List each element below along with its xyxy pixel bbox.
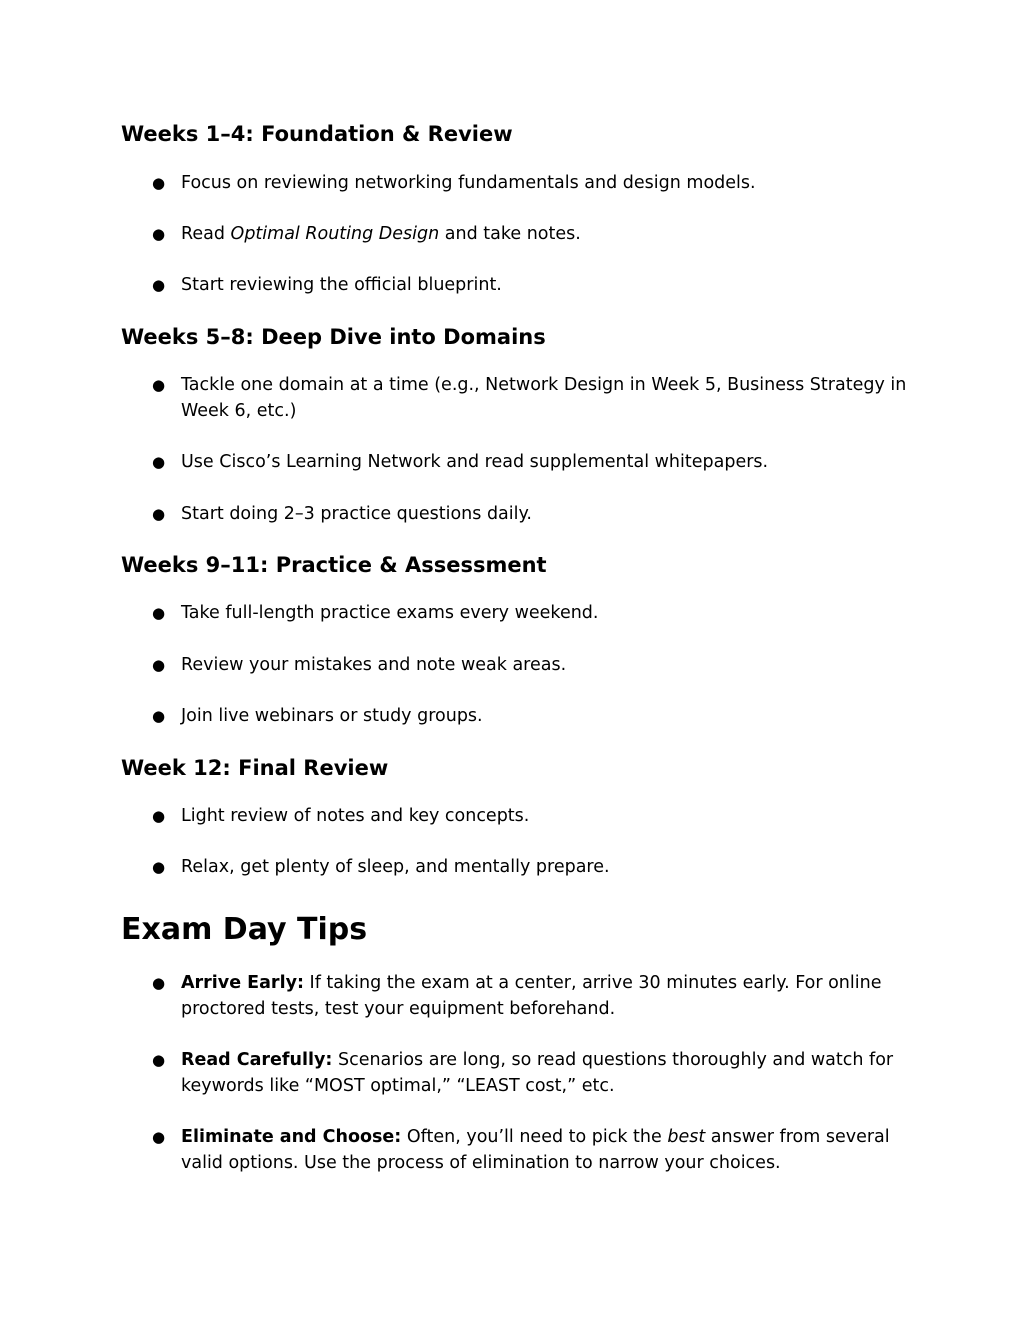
text-plain: Read — [181, 224, 231, 244]
tip-text: If taking the exam at a center, arrive 30 minutes early. For online proctored tests, test your equipment beforehand. — [181, 973, 882, 1019]
list-item-text — [181, 970, 912, 1022]
list-item-text: Tackle one domain at a time (e.g., Network Design in Week 5, Business Strategy in Week 6, etc.) — [181, 375, 907, 421]
list-item — [152, 803, 912, 829]
list-item-text: Focus on reviewing networking fundamentals and design models. — [181, 173, 756, 193]
bullet-icon: ● — [152, 1128, 166, 1146]
list-item — [152, 272, 912, 298]
section-heading: Weeks 1–4: Foundation & Review — [121, 122, 513, 146]
list-item — [152, 854, 912, 880]
list-item — [152, 652, 912, 678]
bullet-icon: ● — [152, 505, 166, 523]
bullet-icon: ● — [152, 656, 166, 674]
bullet-icon: ● — [152, 604, 166, 622]
bullet-icon: ● — [152, 974, 166, 992]
bullet-icon: ● — [152, 376, 166, 394]
list-item-text: Join live webinars or study groups. — [181, 706, 483, 726]
list-item-text: Use Cisco’s Learning Network and read supplemental whitepapers. — [181, 452, 769, 472]
section-heading: Week 12: Final Review — [121, 756, 389, 780]
tip-text: Scenarios are long, so read questions thoroughly and watch for keywords like “MOST optimal,” “LEAST cost,” etc. — [181, 1050, 894, 1096]
tip-label: Arrive Early: — [181, 973, 304, 993]
list-item — [152, 1124, 912, 1176]
list-item — [152, 1047, 912, 1099]
list-item-text: Take full-length practice exams every weekend. — [181, 603, 599, 623]
list-item-text: Review your mistakes and note weak areas. — [181, 655, 567, 675]
list-item-text: Start reviewing the official blueprint. — [181, 275, 502, 295]
text-plain: and take notes. — [439, 224, 581, 244]
list-item — [152, 600, 912, 626]
tip-label: Eliminate and Choose: — [181, 1127, 402, 1147]
list-item — [152, 703, 912, 729]
list-item — [152, 449, 912, 475]
list-item — [152, 170, 912, 196]
bullet-icon: ● — [152, 858, 166, 876]
exam-tips-heading: Exam Day Tips — [121, 912, 368, 947]
bullet-icon: ● — [152, 225, 166, 243]
list-item — [152, 501, 912, 527]
tip-text: Often, you’ll need to pick the — [401, 1127, 668, 1147]
bullet-icon: ● — [152, 276, 166, 294]
list-item — [152, 970, 912, 1022]
bullet-icon: ● — [152, 807, 166, 825]
book-title: Optimal Routing Design — [230, 224, 440, 244]
list-item — [152, 372, 912, 424]
section-heading: Weeks 5–8: Deep Dive into Domains — [121, 325, 546, 349]
tip-text: answer from several valid options. Use the process of elimination to narrow your choices. — [181, 1127, 890, 1173]
list-item-text — [181, 1124, 912, 1176]
bullet-icon: ● — [152, 707, 166, 725]
list-item — [152, 221, 912, 247]
list-item-text — [181, 1047, 912, 1099]
bullet-icon: ● — [152, 1051, 166, 1069]
list-item-text: Start doing 2–3 practice questions daily. — [181, 504, 532, 524]
tip-label: Read Carefully: — [181, 1050, 333, 1070]
bullet-icon: ● — [152, 174, 166, 192]
tip-emphasis: best — [667, 1127, 706, 1147]
section-heading: Weeks 9–11: Practice & Assessment — [121, 553, 547, 577]
bullet-icon: ● — [152, 453, 166, 471]
list-item-text — [181, 221, 912, 247]
list-item-text: Light review of notes and key concepts. — [181, 806, 530, 826]
list-item-text: Relax, get plenty of sleep, and mentally prepare. — [181, 857, 610, 877]
